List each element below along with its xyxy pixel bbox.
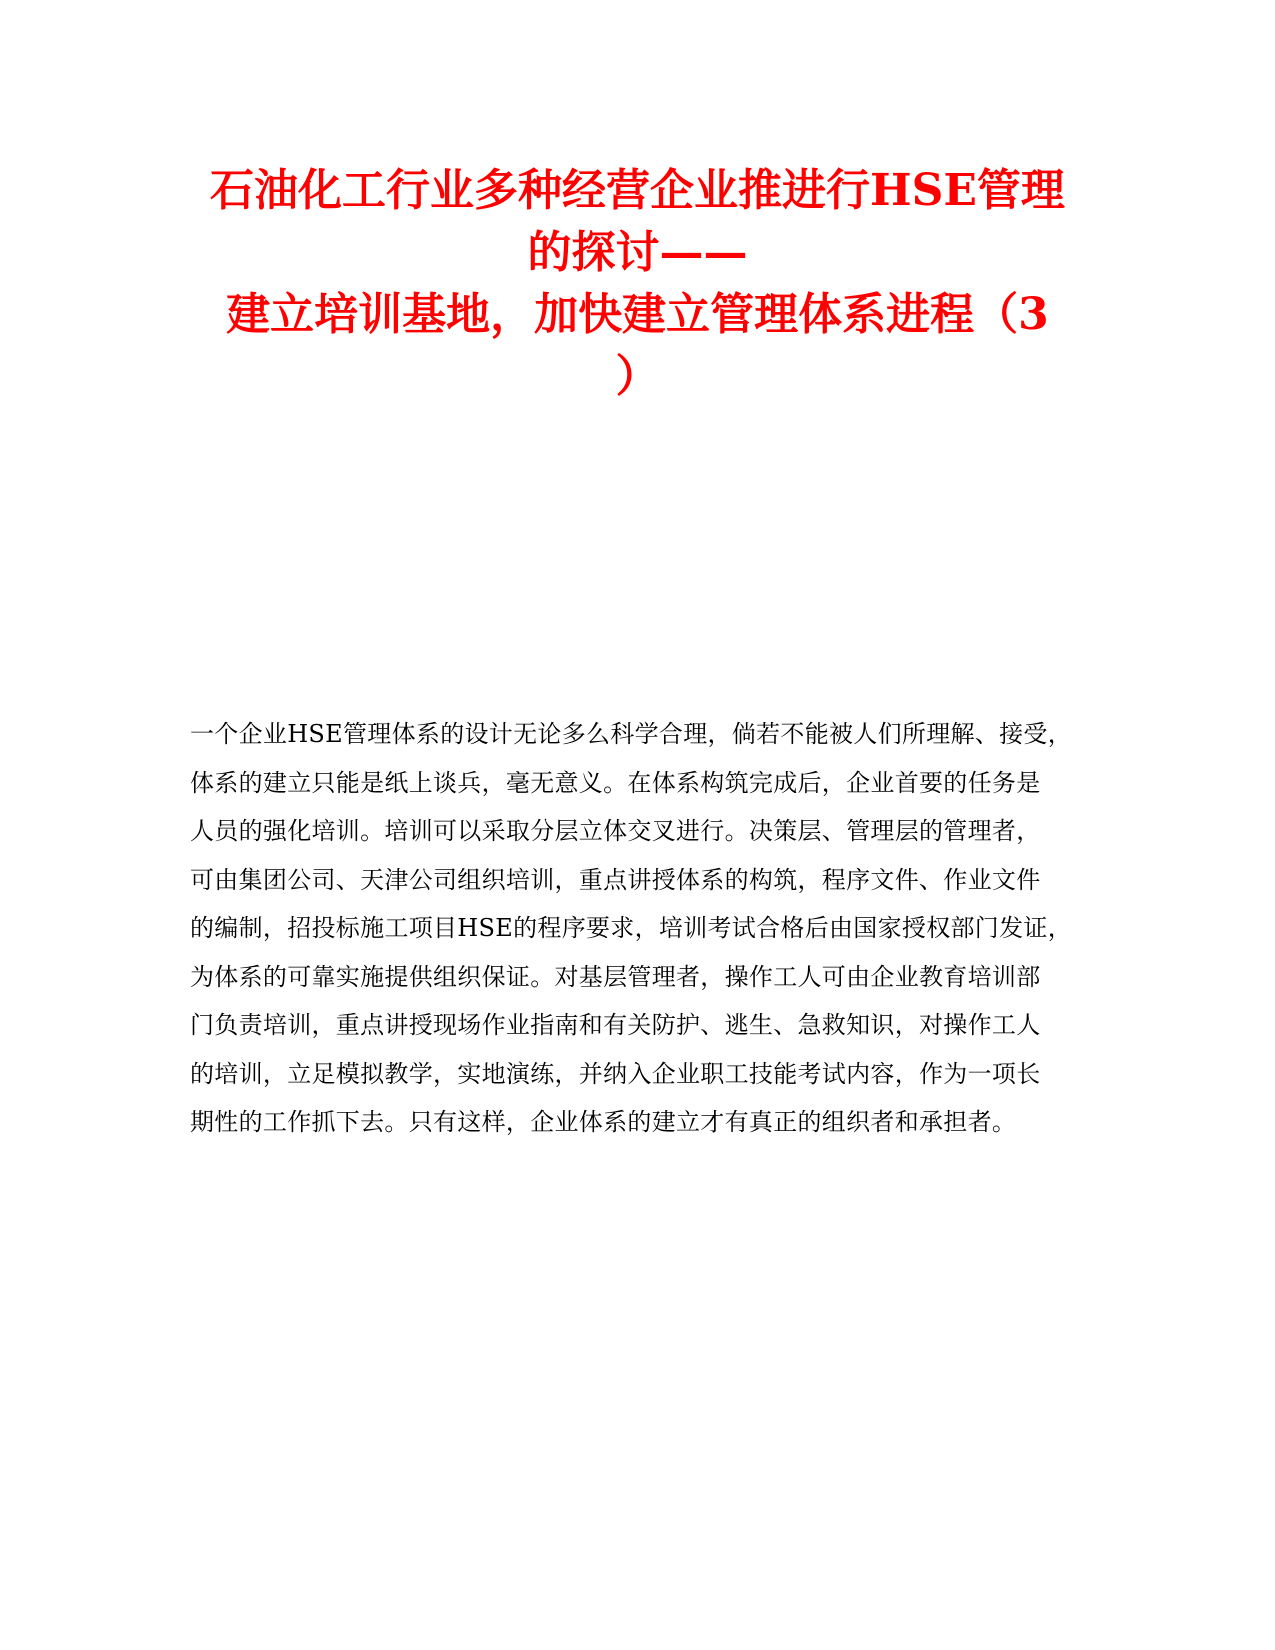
- title-line: 的探讨——: [527, 227, 748, 278]
- title-line: 石油化工行业多种经营企业推进行HSE管理: [210, 165, 1065, 216]
- body-paragraph: [190, 710, 1085, 1147]
- title-line: ）: [615, 351, 660, 402]
- paragraph-line: 期性的工作抓下去。只有这样，企业体系的建立才有真正的组织者和承担者。: [190, 1108, 1017, 1136]
- paragraph-line: 的编制，招投标施工项目HSE的程序要求，培训考试合格后由国家授权部门发证，: [190, 914, 1072, 942]
- paragraph-line: 门负责培训，重点讲授现场作业指南和有关防护、逃生、急救知识，对操作工人: [190, 1011, 1041, 1039]
- paragraph-line: 体系的建立只能是纸上谈兵，毫无意义。在体系构筑完成后，企业首要的任务是: [190, 768, 1041, 797]
- paragraph-line: 为体系的可靠实施提供组织保证。对基层管理者，操作工人可由企业教育培训部: [190, 962, 1041, 991]
- paragraph-line: 人员的强化培训。培训可以采取分层立体交叉进行。决策层、管理层的管理者，: [190, 817, 1041, 845]
- paragraph-line: 一个企业HSE管理体系的设计无论多么科学合理，倘若不能被人们所理解、接受，: [190, 720, 1072, 748]
- title-line: 建立培训基地，加快建立管理体系进程（3: [226, 289, 1049, 340]
- paragraph-line: 的培训，立足模拟教学，实地演练，并纳入企业职工技能考试内容，作为一项长: [190, 1059, 1041, 1088]
- document-title: [190, 160, 1085, 408]
- paragraph-line: 可由集团公司、天津公司组织培训，重点讲授体系的构筑，程序文件、作业文件: [190, 865, 1041, 894]
